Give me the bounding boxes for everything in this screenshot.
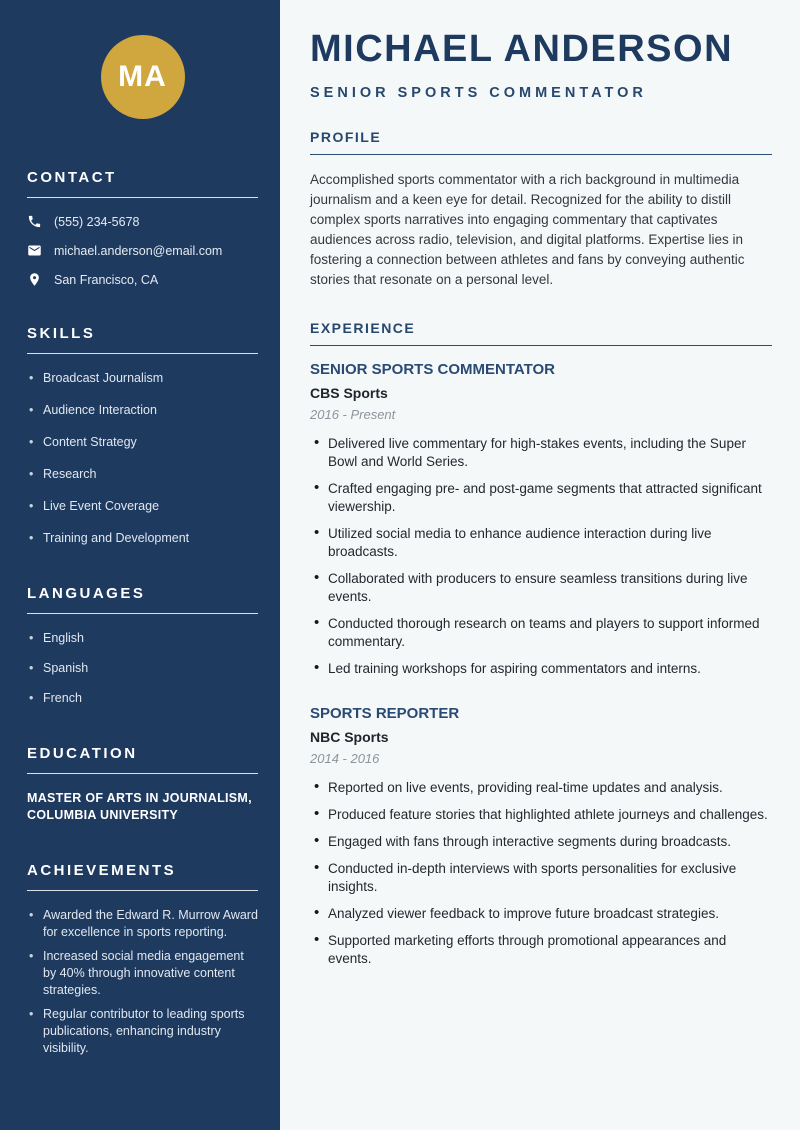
phone-icon <box>27 214 42 229</box>
job-bullet: • Engaged with fans through interactive segments during broadcasts. <box>310 833 772 851</box>
profile-section <box>310 129 772 290</box>
resume-main <box>280 0 800 1130</box>
avatar-wrap <box>27 35 258 119</box>
job-bullet: • Led training workshops for aspiring commentators and interns. <box>310 660 772 678</box>
job-entry <box>310 361 772 678</box>
job-title: SPORTS REPORTER <box>310 704 460 722</box>
contact-section <box>27 169 258 287</box>
contact-phone-text: (555) 234-5678 <box>54 214 140 229</box>
job-bullet: • Conducted in-depth interviews with sports personalities for exclusive insights. <box>310 860 772 896</box>
skills-list <box>27 370 258 547</box>
achievements-heading: ACHIEVEMENTS <box>27 862 258 891</box>
contact-phone <box>27 214 258 229</box>
job-bullets <box>310 435 772 678</box>
job-bullet: • Utilized social media to enhance audience interaction during live broadcasts. <box>310 525 772 561</box>
profile-text: Accomplished sports commentator with a rich background in multimedia journalism and a keen eye for detail. Recognized for the ability to distill complex sports narratives into engaging commentary that captivates audiences across radio, television, and digital platforms. Expertise lies in fostering a connection between athletes and fans by conveying authentic stories that resonate on a personal level. <box>310 171 745 287</box>
achievement-item: • Regular contributor to leading sports publications, enhancing industry visibility. <box>27 1006 258 1057</box>
job-bullet: • Conducted thorough research on teams and players to support informed commentary. <box>310 615 772 651</box>
contact-email-text: michael.anderson@email.com <box>54 243 223 258</box>
language-item: • French <box>27 690 258 707</box>
job-bullet: • Crafted engaging pre- and post-game segments that attracted significant viewership. <box>310 480 772 516</box>
education-degree: MASTER OF ARTS IN JOURNALISM, COLUMBIA UNIVERSITY <box>27 791 252 822</box>
skill-item: • Research <box>27 466 258 483</box>
job-bullets <box>310 779 772 968</box>
job-bullet: • Delivered live commentary for high-stakes events, including the Super Bowl and World Series. <box>310 435 772 471</box>
achievements-list <box>27 907 258 1057</box>
job-bullet: • Analyzed viewer feedback to improve future broadcast strategies. <box>310 905 772 923</box>
job-company: NBC Sports <box>310 728 389 745</box>
education-section <box>27 745 258 824</box>
experience-section <box>310 320 772 968</box>
skill-item: • Broadcast Journalism <box>27 370 258 387</box>
job-bullet: • Collaborated with producers to ensure seamless transitions during live events. <box>310 570 772 606</box>
skill-item: • Content Strategy <box>27 434 258 451</box>
location-icon <box>27 272 42 287</box>
job-bullet: • Supported marketing efforts through promotional appearances and events. <box>310 932 772 968</box>
achievements-section <box>27 862 258 1057</box>
contact-heading: CONTACT <box>27 169 258 198</box>
skills-section <box>27 325 258 547</box>
job-entry <box>310 705 772 968</box>
language-item: • Spanish <box>27 660 258 677</box>
skills-heading: SKILLS <box>27 325 258 354</box>
job-company: CBS Sports <box>310 384 388 401</box>
languages-section <box>27 585 258 707</box>
email-icon <box>27 243 42 258</box>
job-dates: 2014 - 2016 <box>310 750 380 766</box>
skill-item: • Training and Development <box>27 530 258 547</box>
avatar: MA <box>101 35 185 119</box>
person-name: MICHAEL ANDERSON <box>310 28 734 70</box>
experience-heading: EXPERIENCE <box>310 320 772 346</box>
language-item: • English <box>27 630 258 647</box>
skill-item: • Live Event Coverage <box>27 498 258 515</box>
person-title: SENIOR SPORTS COMMENTATOR <box>310 84 647 101</box>
profile-heading: PROFILE <box>310 129 772 155</box>
contact-location <box>27 272 258 287</box>
contact-email <box>27 243 258 258</box>
job-title: SENIOR SPORTS COMMENTATOR <box>310 360 556 378</box>
education-heading: EDUCATION <box>27 745 258 774</box>
achievement-item: • Awarded the Edward R. Murrow Award for excellence in sports reporting. <box>27 907 258 941</box>
skill-item: • Audience Interaction <box>27 402 258 419</box>
job-bullet: • Produced feature stories that highlighted athlete journeys and challenges. <box>310 806 772 824</box>
languages-list <box>27 630 258 707</box>
achievement-item: • Increased social media engagement by 40% through innovative content strategies. <box>27 948 258 999</box>
languages-heading: LANGUAGES <box>27 585 258 614</box>
job-dates: 2016 - Present <box>310 406 396 422</box>
sidebar <box>0 0 280 1130</box>
job-bullet: • Reported on live events, providing real-time updates and analysis. <box>310 779 772 797</box>
contact-location-text: San Francisco, CA <box>54 272 159 287</box>
